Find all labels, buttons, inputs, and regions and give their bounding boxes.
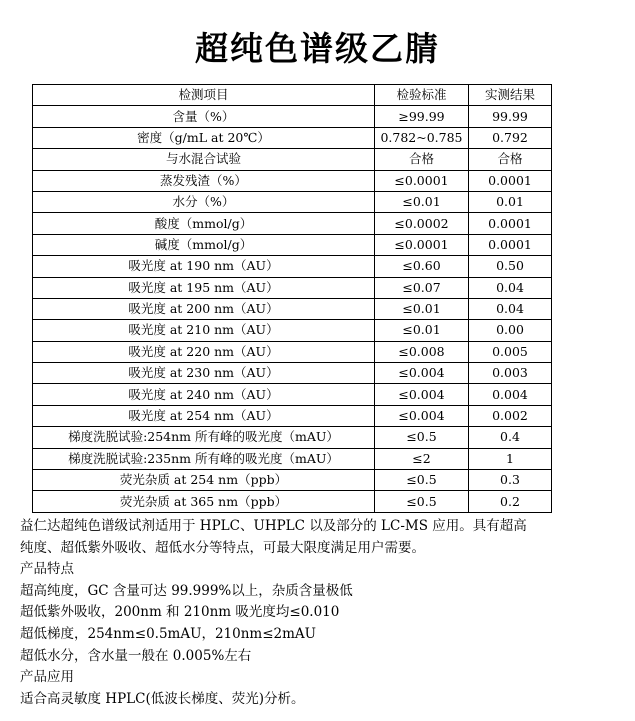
standard-cell: ≤0.5	[375, 470, 469, 491]
test-item-cell: 水分（%）	[33, 191, 375, 212]
page-title: 超纯色谱级乙腈	[195, 29, 440, 68]
standard-cell: ≤0.0002	[375, 213, 469, 234]
standard-cell: ≤0.01	[375, 191, 469, 212]
standard-cell: ≤0.0001	[375, 234, 469, 255]
table-row	[33, 213, 552, 234]
test-item-cell: 吸光度 at 200 nm（AU）	[33, 298, 375, 319]
standard-cell: ≤2	[375, 448, 469, 469]
column-header-result: 实测结果	[469, 85, 552, 106]
table-row	[33, 491, 552, 512]
standard-cell: ≤0.5	[375, 427, 469, 448]
table-row	[33, 384, 552, 405]
description-line: 产品应用	[20, 669, 74, 686]
result-cell: 0.04	[469, 277, 552, 298]
column-header-item: 检测项目	[33, 85, 375, 106]
table-row	[33, 448, 552, 469]
description-line: 纯度、超低紫外吸收、超低水分等特点，可最大限度满足用户需要。	[20, 539, 425, 556]
standard-cell: ≤0.008	[375, 341, 469, 362]
test-item-cell: 吸光度 at 195 nm（AU）	[33, 277, 375, 298]
result-cell: 0.002	[469, 405, 552, 426]
test-item-cell: 密度（g/mL at 20℃）	[33, 127, 375, 148]
result-cell: 0.0001	[469, 234, 552, 255]
standard-cell: ≤0.60	[375, 256, 469, 277]
table-row	[33, 149, 552, 170]
result-cell: 0.003	[469, 363, 552, 384]
test-item-cell: 吸光度 at 240 nm（AU）	[33, 384, 375, 405]
description-line: 超低水分，含水量一般在 0.005%左右	[20, 647, 252, 664]
standard-cell: ≤0.004	[375, 363, 469, 384]
test-item-cell: 荧光杂质 at 254 nm（ppb）	[33, 470, 375, 491]
result-cell: 0.4	[469, 427, 552, 448]
standard-cell: ≥99.99	[375, 106, 469, 127]
table-row	[33, 170, 552, 191]
result-cell: 0.01	[469, 191, 552, 212]
description-line: 超低梯度，254nm≤0.5mAU，210nm≤2mAU	[20, 625, 317, 642]
result-cell: 0.004	[469, 384, 552, 405]
standard-cell: 0.782~0.785	[375, 127, 469, 148]
result-cell: 0.0001	[469, 170, 552, 191]
result-cell: 合格	[469, 149, 552, 170]
standard-cell: ≤0.004	[375, 384, 469, 405]
test-item-cell: 吸光度 at 230 nm（AU）	[33, 363, 375, 384]
description-line: 超高纯度，GC 含量可达 99.999%以上，杂质含量极低	[20, 582, 353, 599]
spec-table	[32, 84, 552, 513]
table-row	[33, 470, 552, 491]
table-row	[33, 405, 552, 426]
result-cell: 0.2	[469, 491, 552, 512]
description-line: 益仁达超纯色谱级试剂适用于 HPLC、UHPLC 以及部分的 LC-MS 应用。具有超高	[20, 518, 527, 534]
test-item-cell: 与水混合试验	[33, 149, 375, 170]
table-row	[33, 106, 552, 127]
table-row	[33, 127, 552, 148]
result-cell: 0.04	[469, 298, 552, 319]
standard-cell: 合格	[375, 149, 469, 170]
test-item-cell: 吸光度 at 210 nm（AU）	[33, 320, 375, 341]
test-item-cell: 梯度洗脱试验:235nm 所有峰的吸光度（mAU）	[33, 448, 375, 469]
result-cell: 99.99	[469, 106, 552, 127]
standard-cell: ≤0.01	[375, 298, 469, 319]
result-cell: 0.00	[469, 320, 552, 341]
table-row	[33, 298, 552, 319]
result-cell: 0.50	[469, 256, 552, 277]
result-cell: 0.005	[469, 341, 552, 362]
description-line: 产品特点	[20, 561, 74, 578]
table-row	[33, 363, 552, 384]
test-item-cell: 吸光度 at 254 nm（AU）	[33, 405, 375, 426]
test-item-cell: 蒸发残渣（%）	[33, 170, 375, 191]
description-line: 超低紫外吸收，200nm 和 210nm 吸光度均≤0.010	[20, 604, 340, 621]
standard-cell: ≤0.004	[375, 405, 469, 426]
test-item-cell: 酸度（mmol/g）	[33, 213, 375, 234]
table-row	[33, 191, 552, 212]
table-row	[33, 320, 552, 341]
table-row	[33, 341, 552, 362]
result-cell: 1	[469, 448, 552, 469]
standard-cell: ≤0.01	[375, 320, 469, 341]
result-cell: 0.3	[469, 470, 552, 491]
test-item-cell: 含量（%）	[33, 106, 375, 127]
result-cell: 0.0001	[469, 213, 552, 234]
test-item-cell: 碱度（mmol/g）	[33, 234, 375, 255]
description-line: 适合高灵敏度 HPLC(低波长梯度、荧光)分析。	[20, 690, 305, 707]
test-item-cell: 吸光度 at 220 nm（AU）	[33, 341, 375, 362]
test-item-cell: 吸光度 at 190 nm（AU）	[33, 256, 375, 277]
test-item-cell: 梯度洗脱试验:254nm 所有峰的吸光度（mAU）	[33, 427, 375, 448]
result-cell: 0.792	[469, 127, 552, 148]
table-row	[33, 277, 552, 298]
table-body	[33, 106, 552, 512]
standard-cell: ≤0.5	[375, 491, 469, 512]
test-item-cell: 荧光杂质 at 365 nm（ppb）	[33, 491, 375, 512]
table-row	[33, 234, 552, 255]
standard-cell: ≤0.0001	[375, 170, 469, 191]
table-row	[33, 256, 552, 277]
product-description	[20, 516, 620, 710]
table-header-row	[33, 85, 552, 106]
column-header-standard: 检验标准	[375, 85, 469, 106]
standard-cell: ≤0.07	[375, 277, 469, 298]
table-row	[33, 427, 552, 448]
